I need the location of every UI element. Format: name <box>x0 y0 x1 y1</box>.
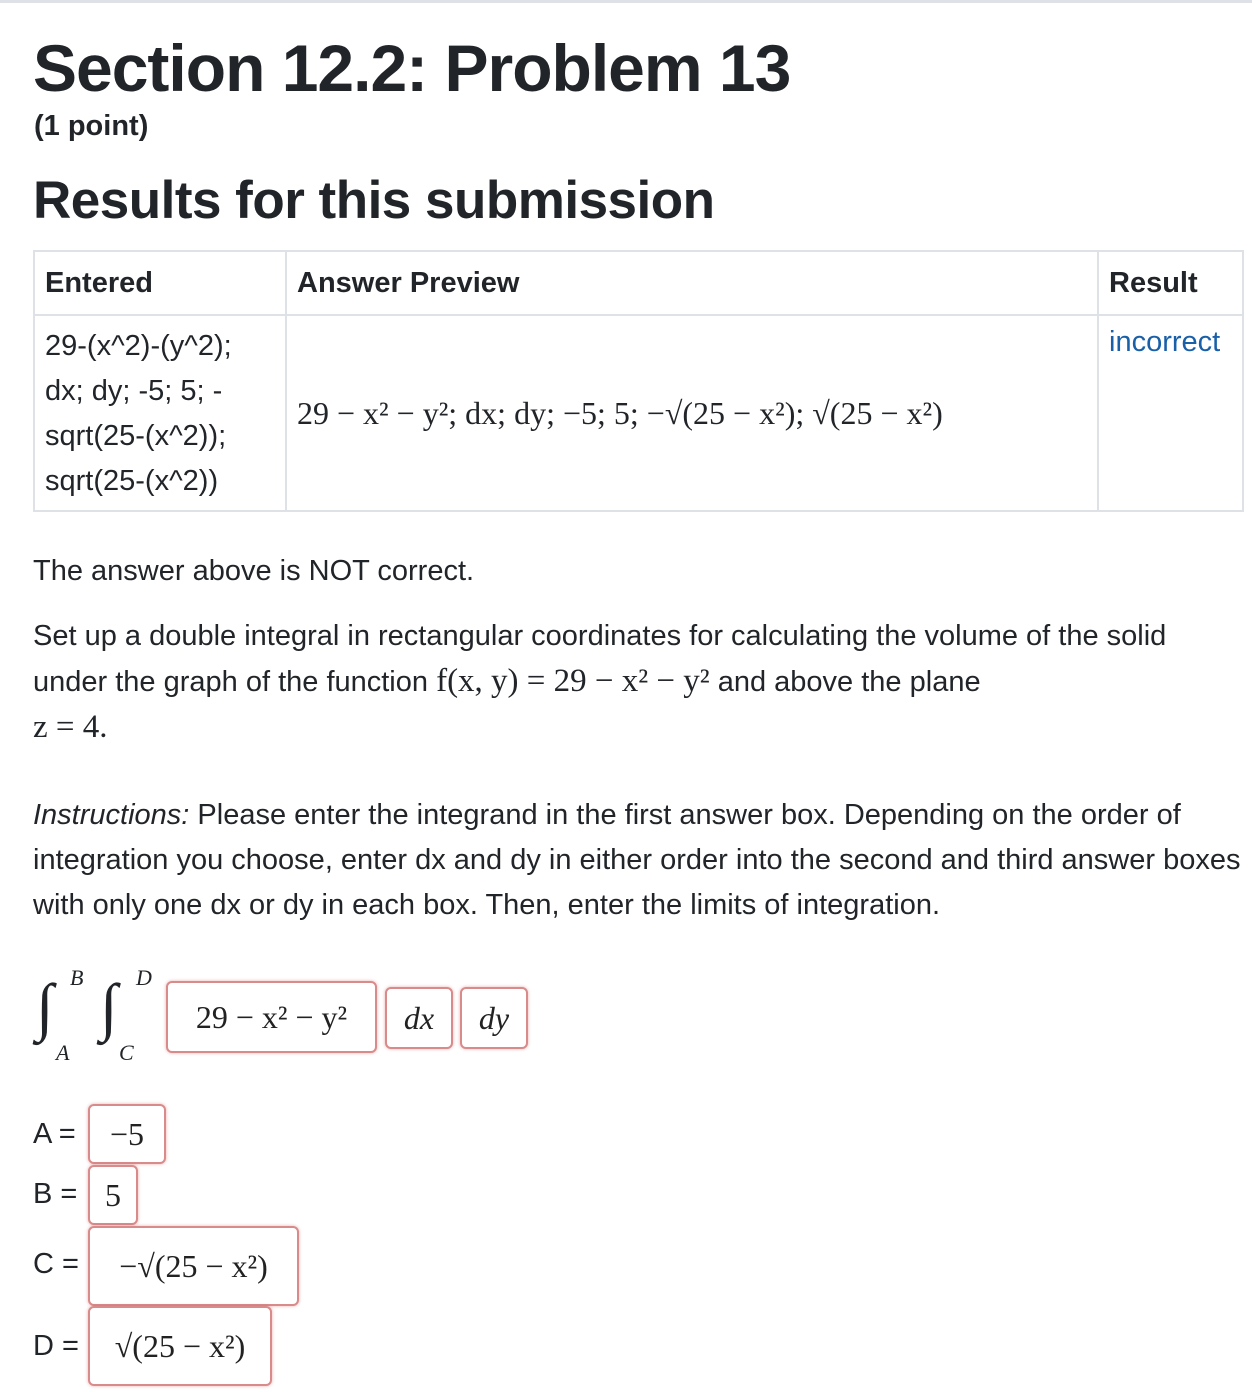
entered-line: sqrt(25-(x^2)) <box>45 465 219 497</box>
integral-sign-inner-icon: ∫ <box>100 971 118 1042</box>
answer-preview-math: 29 − x² − y²; dx; dy; −5; 5; −√(25 − x²); √(25 − x²) <box>297 394 943 431</box>
differential-1-answer-box[interactable] <box>385 987 453 1049</box>
problem-text: Set up a double integral in rectangular coordinates for calculating the volume of the solid under the graph of the function <box>33 620 1167 698</box>
limit-a-value: −5 <box>109 1115 145 1152</box>
limit-c-label: C = <box>33 1248 79 1280</box>
upper-limit-inner: D <box>136 965 152 990</box>
integral-sign-outer-icon: ∫ <box>36 971 54 1042</box>
entered-line: 29-(x^2)-(y^2); <box>45 330 232 362</box>
plane-math: z = 4. <box>33 709 108 745</box>
differential-2-value: dy <box>478 999 510 1036</box>
top-divider <box>0 0 1252 3</box>
limit-d-value: √(25 − x²) <box>114 1327 246 1364</box>
entered-cell <box>34 315 286 511</box>
instructions-text: Please enter the integrand in the first answer box. Depending on the order of integration you choose, enter dx and dy in either order into the second and third answer boxes with only one dx or dy in each box. Then, enter the limits of integration. <box>33 799 1241 921</box>
entered-line: sqrt(25-(x^2)); <box>45 420 227 452</box>
results-heading: Results for this submission <box>33 171 715 230</box>
entered-line: dx; dy; -5; 5; - <box>45 375 223 407</box>
result-status: incorrect <box>1109 326 1221 358</box>
instructions <box>33 793 1243 928</box>
problem-points: (1 point) <box>34 110 149 142</box>
limit-d-label: D = <box>33 1330 79 1362</box>
results-header-row <box>34 251 1243 315</box>
integrand-value: 29 − x² − y² <box>195 998 348 1035</box>
results-table <box>33 250 1244 512</box>
feedback-message: The answer above is NOT correct. <box>33 555 475 587</box>
header-result: Result <box>1098 251 1243 315</box>
problem-statement <box>33 614 1233 751</box>
lower-limit-outer: A <box>56 1040 70 1065</box>
limit-c-value: −√(25 − x²) <box>119 1247 268 1284</box>
limit-a-answer-box[interactable] <box>88 1104 166 1164</box>
problem-text-middle: and above the plane <box>717 666 981 698</box>
limit-b-value: 5 <box>105 1176 121 1213</box>
limit-a-label: A = <box>33 1118 76 1150</box>
limit-b-answer-box[interactable] <box>88 1165 138 1225</box>
instructions-label: Instructions: <box>33 799 190 831</box>
upper-limit-outer: B <box>70 965 84 990</box>
page-title: Section 12.2: Problem 13 <box>33 31 791 105</box>
limit-c-answer-box[interactable] <box>88 1226 299 1306</box>
lower-limit-inner: C <box>119 1040 134 1065</box>
differential-1-value: dx <box>403 999 435 1036</box>
table-row <box>34 315 1243 511</box>
limit-b-label: B = <box>33 1178 78 1210</box>
result-cell <box>1098 315 1243 511</box>
differential-2-answer-box[interactable] <box>460 987 528 1049</box>
limit-d-answer-box[interactable] <box>88 1306 272 1386</box>
answer-preview-cell <box>286 315 1098 511</box>
header-answer-preview: Answer Preview <box>286 251 1098 315</box>
header-entered: Entered <box>34 251 286 315</box>
integrand-answer-box[interactable] <box>166 981 377 1053</box>
function-math: f(x, y) = 29 − x² − y² <box>436 663 710 699</box>
